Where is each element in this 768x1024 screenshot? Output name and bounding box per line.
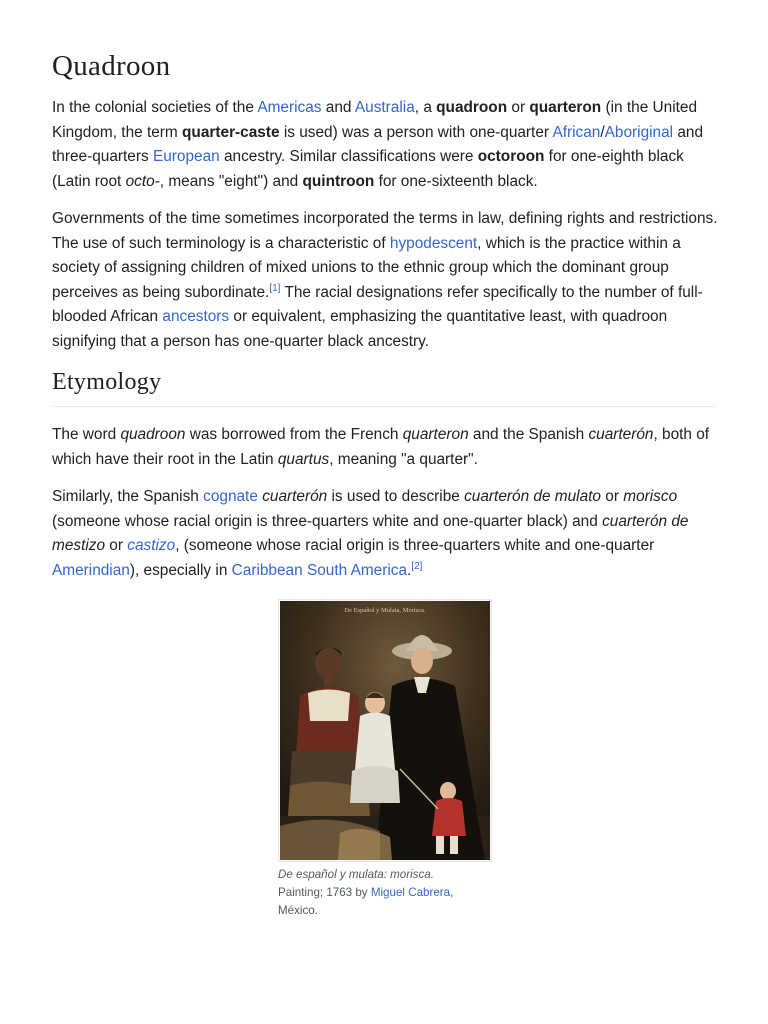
text: , means "eight") and bbox=[159, 172, 303, 190]
term-cuarteron-italic: cuarterón bbox=[588, 426, 654, 443]
text: , a bbox=[414, 99, 437, 116]
figure bbox=[278, 599, 492, 920]
term-octoroon: octoroon bbox=[477, 148, 545, 165]
figure-caption bbox=[278, 866, 478, 920]
link-african[interactable]: African bbox=[552, 123, 601, 141]
term-cuarteron-italic: cuarterón bbox=[262, 488, 328, 505]
text: Similarly, the Spanish bbox=[52, 488, 204, 505]
text: and three-quarters bbox=[52, 123, 704, 165]
text: . bbox=[407, 561, 412, 579]
text: is used to describe bbox=[327, 488, 465, 505]
text: Governments of the time sometimes incorporated the terms in law, defining rights and restrictions. The use of such terminology is a characteristic of bbox=[52, 210, 718, 252]
term-morisco: morisco bbox=[623, 488, 678, 505]
caption-text: Painting; 1763 by bbox=[278, 886, 371, 899]
link-aboriginal[interactable]: Aboriginal bbox=[604, 123, 674, 141]
link-castizo[interactable]: castizo bbox=[127, 537, 176, 554]
etymology-paragraph-2 bbox=[52, 485, 718, 583]
etymology-paragraph-1 bbox=[52, 423, 718, 472]
link-european[interactable]: European bbox=[152, 148, 220, 165]
text: for one-eighth black (Latin root bbox=[52, 148, 684, 190]
text: The racial designations refer specifically to the number of full-blooded African bbox=[52, 283, 703, 325]
link-cognate[interactable]: cognate bbox=[203, 488, 258, 505]
link-caribbean-south-america[interactable]: Caribbean South America bbox=[231, 561, 408, 579]
text: or bbox=[601, 488, 624, 505]
text: , both of which have their root in the Latin bbox=[52, 426, 710, 468]
text: ancestry. Similar classifications were bbox=[219, 148, 478, 165]
text: , meaning "a quarter". bbox=[329, 450, 478, 468]
link-hypodescent[interactable]: hypodescent bbox=[389, 234, 478, 252]
term-cuarteron-de-mestizo: cuarterón de mestizo bbox=[52, 512, 689, 554]
term-quadroon-italic: quadroon bbox=[120, 426, 186, 443]
reference-2[interactable]: [2] bbox=[411, 560, 423, 572]
link-miguel-cabrera[interactable]: Miguel Cabrera bbox=[370, 886, 451, 899]
text: or equivalent, emphasizing the quantitative least, with quadroon signifying that a person has one-quarter black ancestry. bbox=[52, 308, 668, 350]
link-americas[interactable]: Americas bbox=[257, 99, 322, 116]
link-australia[interactable]: Australia bbox=[354, 99, 415, 116]
term-quarter-caste: quarter-caste bbox=[182, 123, 280, 141]
governments-paragraph bbox=[52, 207, 718, 354]
text: / bbox=[600, 123, 605, 141]
text: , which is the practice within a society of assigning children of mixed unions to the ethnic group which the dominant group perceives as being subordinate. bbox=[52, 234, 681, 301]
text: , (someone whose racial origin is three-quarters white and one-quarter bbox=[175, 537, 655, 554]
text: and bbox=[321, 99, 355, 116]
text: or bbox=[105, 537, 128, 554]
caption-location: México. bbox=[278, 904, 318, 917]
text: is used) was a person with one-quarter bbox=[279, 123, 553, 141]
text: was borrowed from the French bbox=[185, 426, 403, 443]
painting-image bbox=[280, 601, 490, 860]
term-quarteron: quarteron bbox=[529, 99, 602, 116]
caption-title: De español y mulata: morisca. bbox=[278, 868, 434, 881]
text: ), especially in bbox=[129, 561, 232, 579]
page-title: Quadroon bbox=[52, 50, 171, 82]
text: and the Spanish bbox=[468, 426, 589, 443]
term-quarteron-italic: quarteron bbox=[402, 426, 469, 443]
term-quartus-italic: quartus bbox=[277, 450, 330, 468]
text: for one-sixteenth black. bbox=[374, 172, 538, 190]
link-ancestors[interactable]: ancestors bbox=[162, 308, 230, 325]
reference-1[interactable]: [1] bbox=[269, 282, 281, 294]
painting-inscription: De Español y Mulata, Morisca. bbox=[344, 607, 426, 614]
term-quintroon: quintroon bbox=[302, 172, 375, 190]
caption-text: , bbox=[450, 886, 454, 899]
painting-thumbnail[interactable] bbox=[278, 599, 492, 862]
term-octo: octo- bbox=[125, 172, 160, 190]
text: In the colonial societies of the bbox=[52, 99, 258, 116]
link-amerindian[interactable]: Amerindian bbox=[52, 561, 130, 579]
section-heading-etymology: Etymology bbox=[52, 369, 718, 407]
intro-paragraph bbox=[52, 96, 718, 194]
term-quadroon: quadroon bbox=[436, 99, 508, 116]
text: (in the United Kingdom, the term bbox=[52, 99, 698, 141]
text: The word bbox=[52, 426, 121, 443]
text: (someone whose racial origin is three-quarters white and one-quarter black) and bbox=[52, 512, 603, 530]
term-cuarteron-de-mulato: cuarterón de mulato bbox=[464, 488, 601, 505]
text: or bbox=[507, 99, 530, 116]
